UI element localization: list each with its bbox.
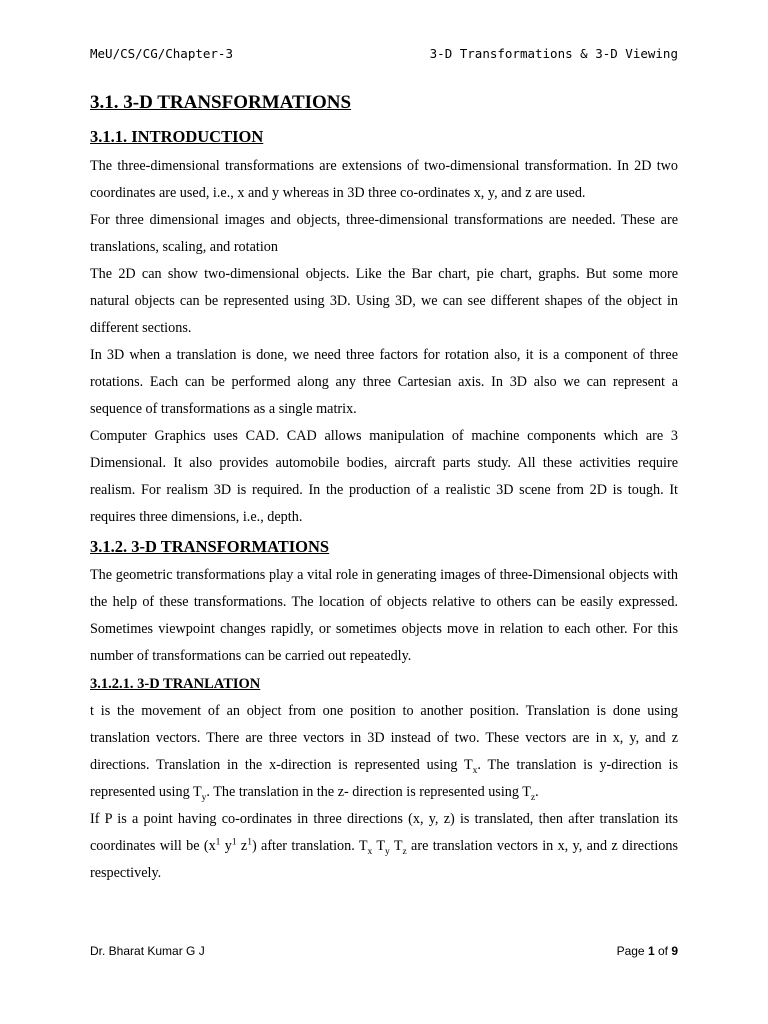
footer-author: Dr. Bharat Kumar G J: [90, 944, 205, 958]
intro-paragraph-1: The three-dimensional transformations are extensions of two-dimensional transformation. In 2D two coordinates are used, i.e., x and y whereas in 3D three co-ordinates x, y, and z are used.: [90, 157, 678, 201]
intro-heading: 3.1.1. INTRODUCTION: [90, 126, 264, 146]
page-content: [90, 92, 678, 887]
header-course-code: MeU/CS/CG/Chapter-3: [90, 46, 233, 61]
header-chapter-title: 3-D Transformations & 3-D Viewing: [429, 46, 678, 61]
intro-paragraph-5: Computer Graphics uses CAD. CAD allows manipulation of machine components which are 3 Dimensional. It also provides automobile bodies, aircraft parts study. All these activities require realism. For realism 3D is required. In the production of a realistic 3D scene from 2D is tough. It requires three dimensions, i.e., depth.: [90, 427, 678, 525]
translation-paragraph-2: If P is a point having co-ordinates in three directions (x, y, z) is translated, then after translation its coordinates will be ($x^1$ $y^1$ $z^1$) after translation. $T_x$ $T_y$ $T_z$ are translation vectors in x, y, and z directions respectively.: [90, 810, 678, 881]
translation-heading: 3.1.2.1. 3-D TRANLATION: [90, 676, 261, 693]
transforms-heading: 3.1.2. 3-D TRANSFORMATIONS: [90, 536, 330, 556]
translation-paragraph-1: t is the movement of an object from one position to another position. Translation is done using translation vectors. There are three vectors in 3D instead of two. These vectors are in x, y, and z directions. Translation in the x-direction is represented using $T_x$. The translation is y-direction is represented using $T_y$. The translation in the z- direction is represented using $T_z$.: [90, 702, 678, 803]
intro-paragraph-4: In 3D when a translation is done, we need three factors for rotation also, it is a component of three rotations. Each can be performed along any three Cartesian axis. In 3D also we can represent a sequence of transformations as a single matrix.: [90, 346, 678, 417]
section-title: 3.1. 3-D TRANSFORMATIONS: [90, 92, 352, 113]
footer-page-number: Page 1 of 9: [616, 944, 678, 958]
transforms-paragraph: The geometric transformations play a vital role in generating images of three-Dimensional objects with the help of these transformations. The location of objects relative to others can be easily expressed. Sometimes viewpoint changes rapidly, or sometimes objects move in relation to each other. For this number of transformations can be carried out repeatedly.: [90, 567, 678, 665]
intro-paragraph-3: The 2D can show two-dimensional objects. Like the Bar chart, pie chart, graphs. But some more natural objects can be represented using 3D. Using 3D, we can see different shapes of the object in different sections.: [90, 265, 678, 336]
intro-paragraph-2: For three dimensional images and objects, three-dimensional transformations are needed. These are translations, scaling, and rotation: [90, 211, 678, 255]
